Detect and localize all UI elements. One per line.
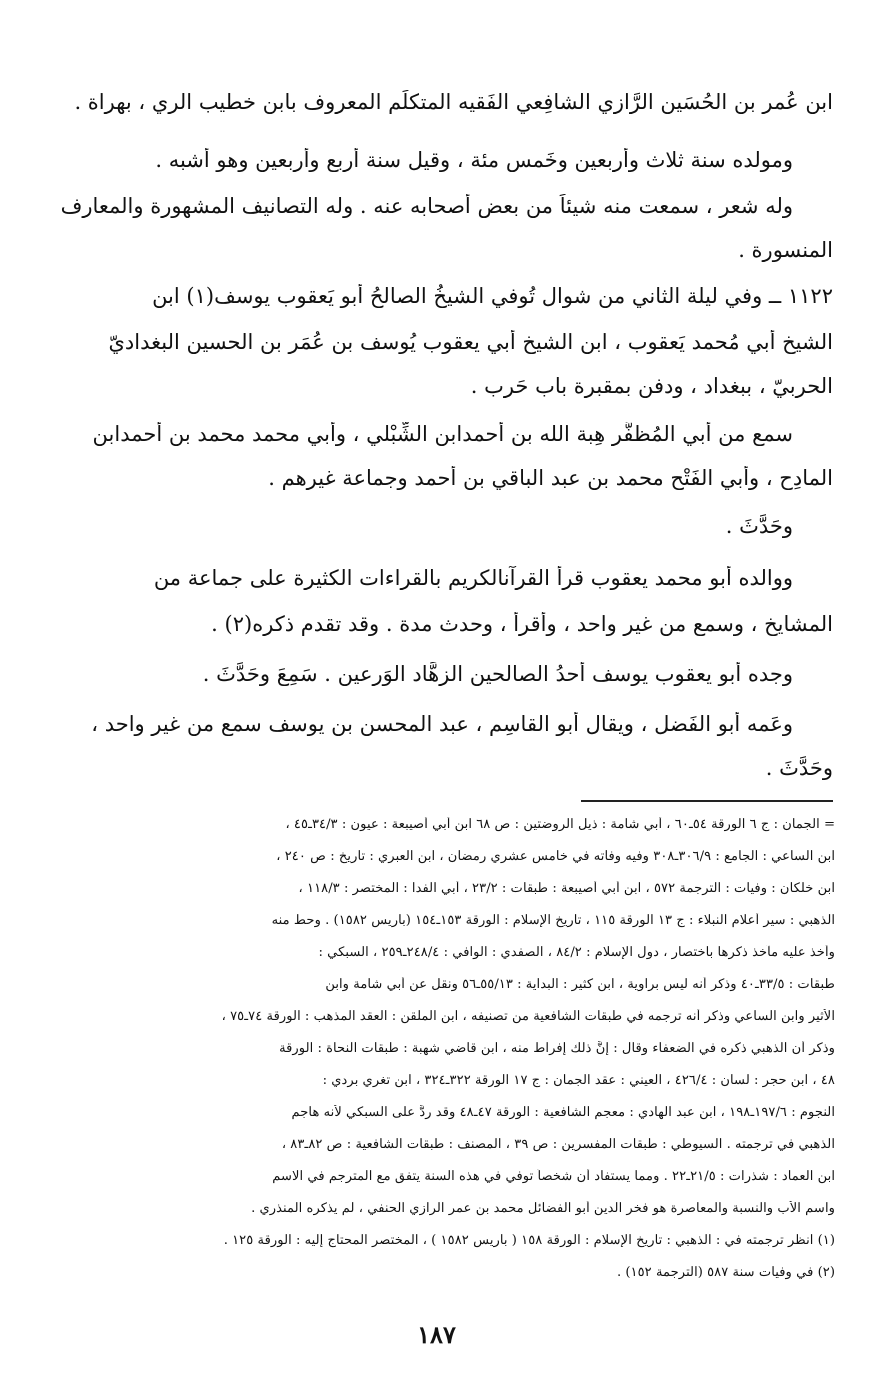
body-line: ومولده سنة ثلاث وأربعين وخَمس مئة ، وقيل سنة أربع وأربعين وهو أشبه . [155,148,793,172]
body-line: ووالده أبو محمد يعقوب قرأ القرآنالكريم بالقراءات الكثيرة على جماعة من [153,566,793,590]
footnote-line: ابن الساعي : الجامع : ٣٠٦/٩ـ٣٠٨ وفيه وفاته في خامس عشري رمضان ، ابن العبري : تاريخ : ص ٢٤٠ ، [276,849,835,864]
body-line: وعَمه أبو الفَضل ، ويقال أبو القاسِم ، عبد المحسن بن يوسف سمع من غير واحد ، [91,712,793,736]
footnote-line: الذهبي : سير أعلام النبلاء : ج ١٣ الورقة ١١٥ ، تاريخ الإسلام : الورقة ١٥٣ـ١٥٤ (باريس ١٥٨٢) . وحط منه [271,913,835,928]
footnote-line: طبقات : ٣٣/٥ـ٤٠ وذكر أنه ليس براوية ، ابن كثير : البداية : ٥٥/١٣ـ٥٦ ونقل عن أبي شامة وابن [325,977,835,992]
footnote-line: النجوم : ١٩٧/٦ـ١٩٨ ، ابن عبد الهادي : معجم الشافعية : الورقة ٤٧ـ٤٨ وقد ردَّ على السبكي لأنه هاجم [291,1105,835,1120]
footnote-separator [581,800,833,802]
footnote-line: واسم الأب والنسبة والمعاصرة هو فخر الدين أبو الفضائل محمد بن عمر الرازي الحنفي ، لم يذكره المنذري . [251,1201,835,1216]
body-line: سمع من أبي المُظفَّر هِبة الله بن أَحمدابن الشِّبْلي ، وأبي محمد محمد بن أحمدابن [92,422,793,446]
body-line: الحربيّ ، ببغداد ، ودفن بمقبرة باب حَرب . [470,374,833,398]
body-line: المنسورة . [738,238,833,262]
footnote-line: الذهبي في ترجمته . السيوطي : طبقات المفسرين : ص ٣٩ ، المصنف : طبقات الشافعية : ص ٨٢ـ٨٣ ، [281,1137,835,1152]
body-line: الشيخ أبي مُحمد يَعقوب ، ابن الشيخ أبي يعقوب يُوسف بن عُمَر بن الحسين البغداديّ [108,330,833,354]
footnote-line: الأثير وابن الساعي وذكر أنه ترجمه في طبقات الشافعية من تصنيفه ، ابن الملقن : العقد المذهب : الورقة ٧٤ـ٧٥ ، [221,1009,835,1024]
body-line: وجده أبو يعقوب يوسف أَحدُ الصالحين الزهَّاد الوَرِعين . سَمِعَ وحَدَّثَ . [202,662,793,686]
footnote-line: وأخذ عليه مآخذ ذكرها باختصار ، دول الإسلام : ٨٤/٢ ، الصفدي : الوافي : ٢٤٨/٤ـ٢٥٩ ، السبكي : [318,945,835,960]
body-line: ابن عُمر بن الحُسَين الرَّازي الشافِعي الفَقيه المتكلِّم المعروف بابن خطيب الري ، بهراة . [74,90,833,114]
footnote-line: وذكر أن الذهبي ذكره في الضعفاء وقال : إنَّ ذلك إفراط منه ، ابن قاضي شهبة : طبقات النحاة : الورقة [279,1041,835,1056]
entry-heading-line: ١١٢٢ ــ وفي ليلة الثاني من شوال تُوفي الشيخُ الصالحُ أبو يَعقوب يوسف(١) ابن [152,284,833,308]
page-number: ١٨٧ [417,1320,456,1349]
body-line: وحَدَّثَ . [725,514,793,538]
body-line: المشايخ ، وسمع من غير واحد ، وأقرأ ، وحدث مدة . وقد تقدم ذكره(٢) . [211,612,833,636]
footnote-line: (١) انظر ترجمته في : الذهبي : تاريخ الإسلام : الورقة ١٥٨ ( باريس ١٥٨٢ ) ، المختصر المحتاج إليه : الورقة ١٢٥ . [223,1233,835,1248]
footnote-line: ابن العماد : شذرات : ٢١/٥ـ٢٢ . ومما يستفاد أن شخصاً توفي في هذه السنة يتفق مع المترجم في الاسم [272,1169,835,1184]
body-line: وله شعر ، سمعت منه شيئاً من بعض أصحابه عنه . وله التصانيف المشهورة والمعارف [60,194,793,218]
footnote-line: = الجمان : ج ٦ الورقة ٥٤ـ٦٠ ، أبي شامة : ذيل الروضتين : ص ٦٨ ابن أبي أصيبعة : عيون : ٣٤/٣ـ٤٥ ، [285,817,835,832]
footnote-line: ٤٨ ، ابن حجر : لسان : ٤٢٦/٤ ، العيني : عقد الجمان : ج ١٧ الورقة ٣٢٢ـ٣٢٤ ، ابن تغري بردي : [322,1073,835,1088]
body-line: وحَدَّثَ . [765,756,833,780]
footnote-line: (٢) في وفيات سنة ٥٨٧ (الترجمة ١٥٢) . [616,1265,835,1280]
footnote-line: ابن خلكان : وفيات : الترجمة ٥٧٢ ، ابن أبي أصيبعة : طبقات : ٢٣/٢ ، أبي الفدا : المختصر : ١١٨/٣ ، [298,881,835,896]
body-line: المادِح ، وأبي الفَتْح محمد بن عبد الباقي بن أحمد وجماعة غيرهم . [268,466,833,490]
